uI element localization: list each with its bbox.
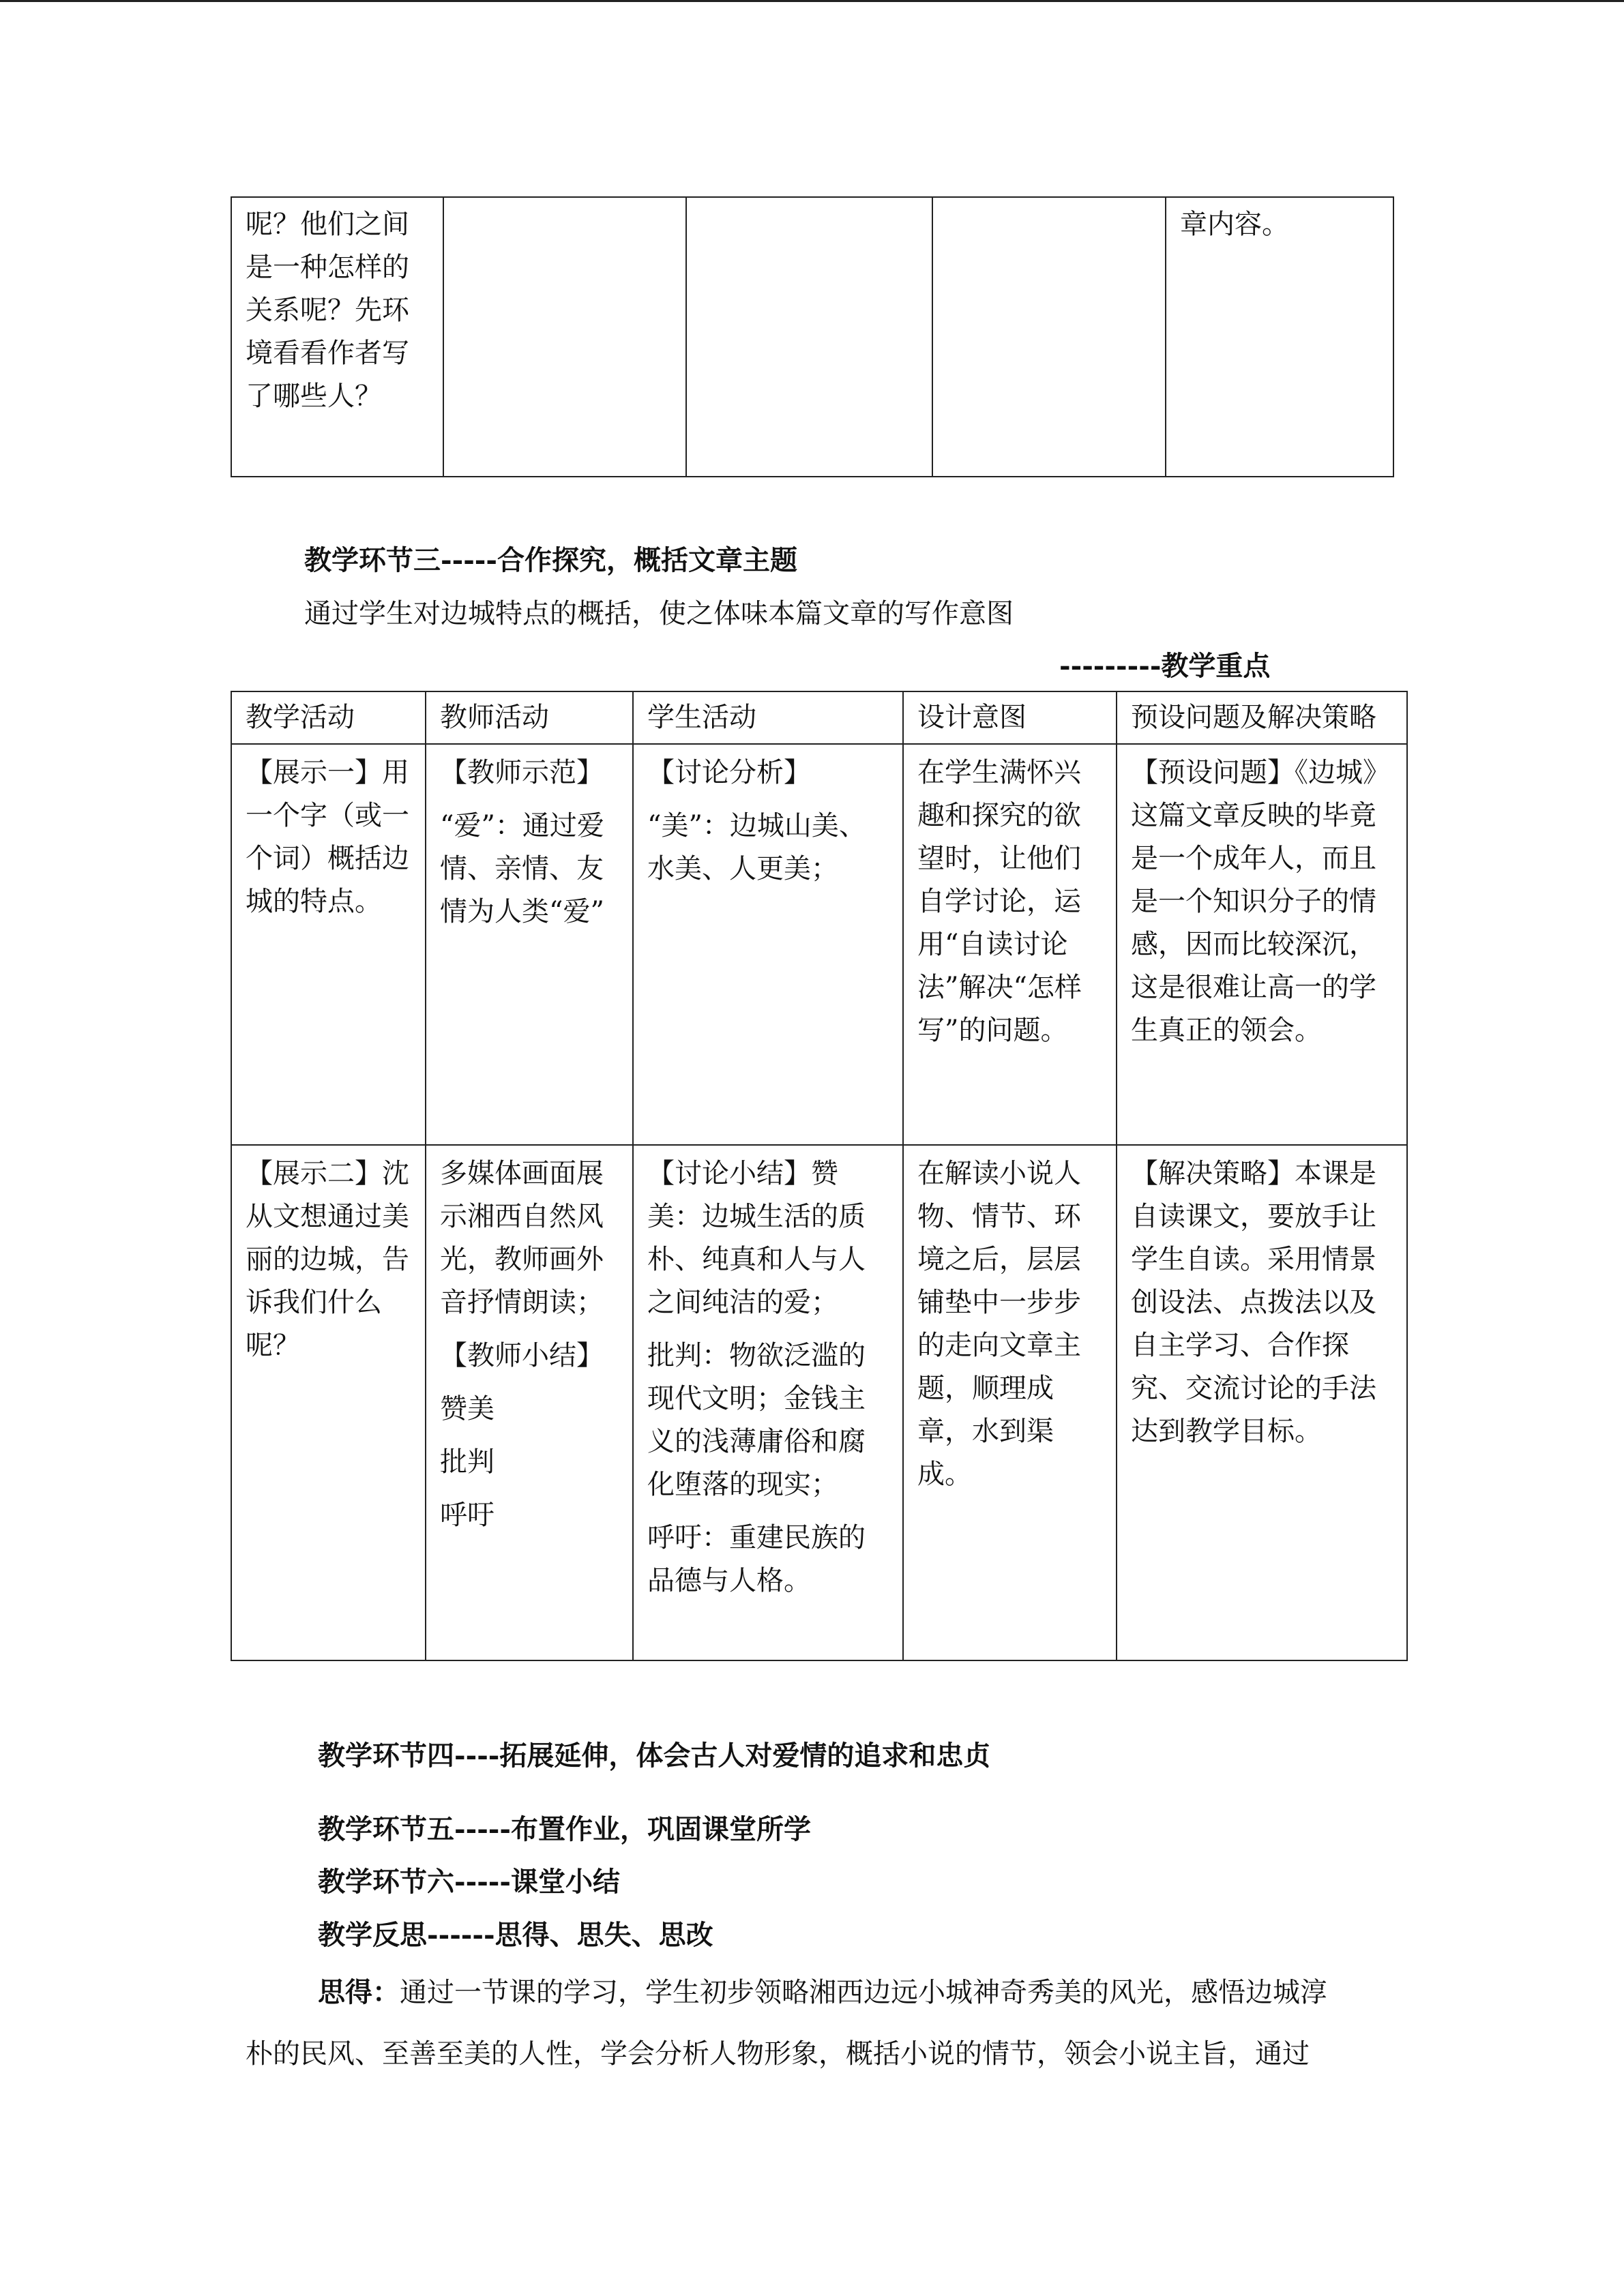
continued-table: [231, 196, 1394, 477]
section6-heading: 教学环节六-----课堂小结: [318, 1866, 621, 1898]
column-header: 预设问题及解决策略: [1117, 691, 1407, 744]
teacher-cell: 多媒体画面展示湘西自然风光，教师画外音抒情朗读； 【教师小结】 赞美 批判 呼吁: [426, 1145, 633, 1660]
table-cell: [686, 197, 932, 477]
section5-heading: 教学环节五-----布置作业，巩固课堂所学: [318, 1813, 812, 1845]
column-header: 设计意图: [903, 691, 1117, 744]
activity-cell: 【展示二】沈从文想通过美丽的边城，告诉我们什么呢？: [231, 1145, 426, 1660]
teacher-cell: 【教师示范】 “爱”：通过爱情、亲情、友情为人类“爱”: [426, 744, 633, 1145]
strategy-cell: 【预设问题】《边城》这篇文章反映的毕竟是一个成年人，而且是一个知识分子的情感，因而比较深沉，这是很难让高一的学生真正的领会。: [1117, 744, 1407, 1145]
strategy-cell: 【解决策略】本课是自读课文，要放手让学生自读。采用情景创设法、点拨法以及自主学习、合作探究、交流讨论的手法达到教学目标。: [1117, 1145, 1407, 1660]
reflection-paragraph-line1: 思得：通过一节课的学习，学生初步领略湘西边远小城神奇秀美的风光，感悟边城淳: [318, 1976, 1327, 2008]
table-header-row: [231, 691, 1407, 744]
activity-cell: 【展示一】用一个字（或一个词）概括边城的特点。: [231, 744, 426, 1145]
student-cell: 【讨论小结】赞美：边城生活的质朴、纯真和人与人之间纯洁的爱； 批判：物欲泛滥的现代文明；金钱主义的浅薄庸俗和腐化堕落的现实； 呼吁：重建民族的品德与人格。: [633, 1145, 903, 1660]
section4-heading: 教学环节四----拓展延伸，体会古人对爱情的追求和忠贞: [318, 1740, 991, 1772]
teaching-focus-label: ---------教学重点: [1059, 650, 1271, 682]
student-cell: 【讨论分析】 “美”：边城山美、水美、人更美；: [633, 744, 903, 1145]
table-row: [231, 744, 1407, 1145]
column-header: 学生活动: [633, 691, 903, 744]
section3-heading: 教学环节三-----合作探究，概括文章主题: [304, 544, 798, 576]
column-header: 教师活动: [426, 691, 633, 744]
reflection-paragraph-line2: 朴的民风、至善至美的人性，学会分析人物形象，概括小说的情节，领会小说主旨，通过: [246, 2038, 1310, 2070]
table-row: [231, 197, 1393, 477]
section3-description: 通过学生对边城特点的概括，使之体味本篇文章的写作意图: [304, 598, 1014, 629]
teaching-table: [231, 691, 1408, 1661]
reflection-heading: 教学反思------思得、思失、思改: [318, 1919, 713, 1951]
intent-cell: 在学生满怀兴趣和探究的欲望时，让他们自学讨论，运用“自读讨论法”解决“怎样写”的问题。: [903, 744, 1117, 1145]
table-cell: [932, 197, 1166, 477]
table-row: [231, 1145, 1407, 1660]
table-cell: 章内容。: [1166, 197, 1393, 477]
table-cell: [443, 197, 686, 477]
reflection-label: 思得：: [318, 1976, 400, 2008]
page-top-border: [0, 0, 1624, 2]
table-cell: 呢？他们之间是一种怎样的关系呢？先环境看看作者写了哪些人？: [231, 197, 443, 477]
column-header: 教学活动: [231, 691, 426, 744]
intent-cell: 在解读小说人物、情节、环境之后，层层铺垫中一步步的走向文章主题，顺理成章，水到渠成。: [903, 1145, 1117, 1660]
